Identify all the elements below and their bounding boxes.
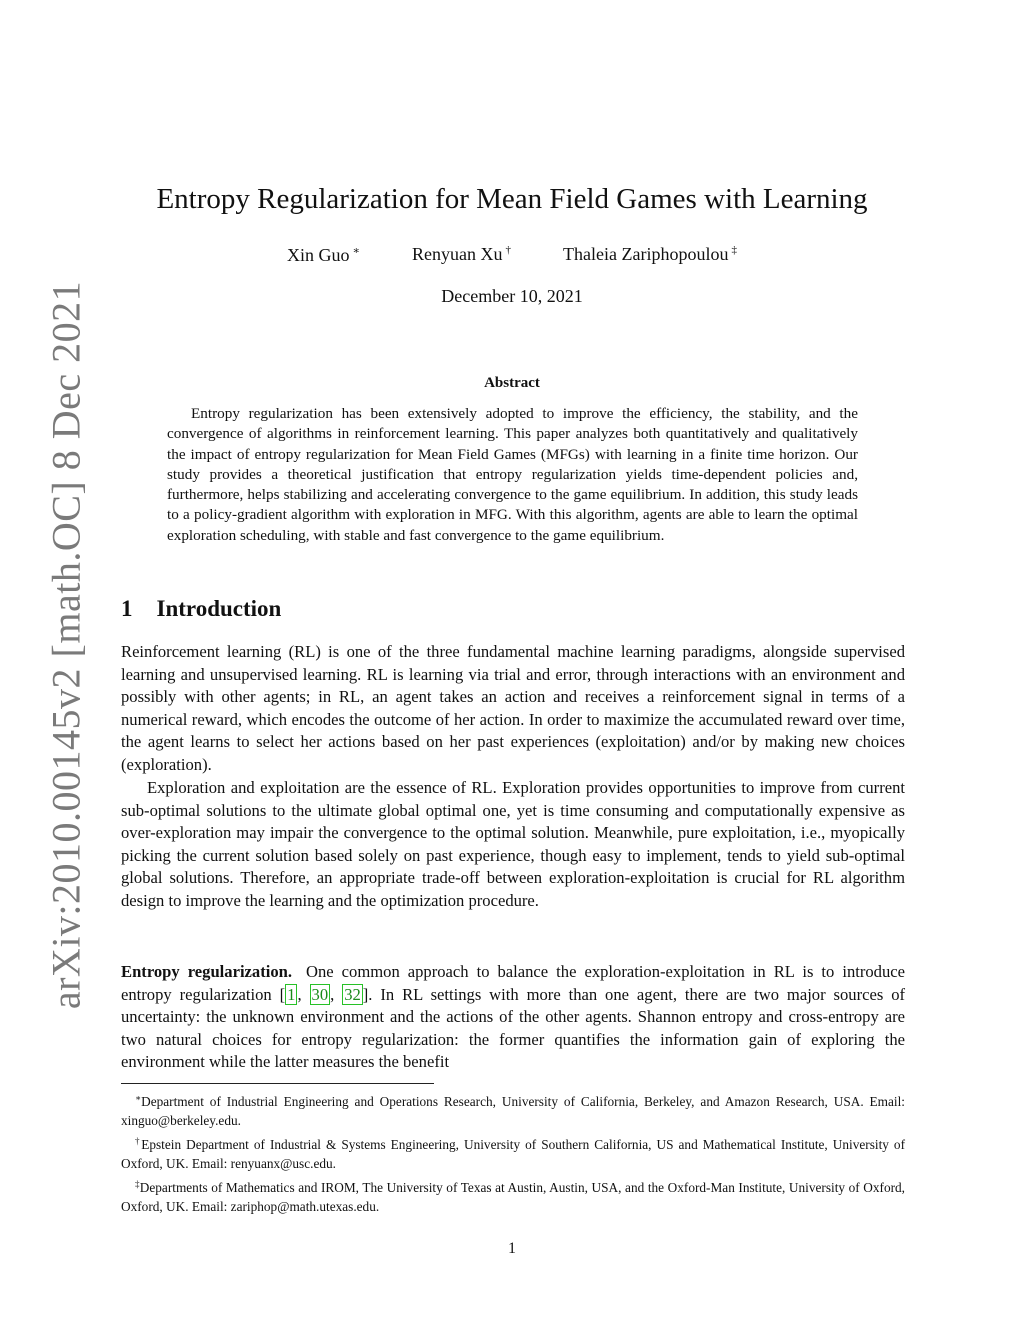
citation-link[interactable]: 30 xyxy=(311,984,329,1004)
footnote xyxy=(121,1089,905,1130)
footnote-mark: ∗ xyxy=(135,1093,142,1103)
footnote-mark: † xyxy=(135,1136,142,1147)
arxiv-stamp: arXiv:2010.00145v2 [math.OC] 8 Dec 2021 xyxy=(43,280,89,1010)
footnote-mark: ‡ xyxy=(135,1179,140,1190)
paper-date: December 10, 2021 xyxy=(441,286,583,306)
paragraph-1: Reinforcement learning (RL) is one of the three fundamental machine learning paradigms, alongside supervised learning and unsupervised learning. RL is learning via trial and error, through interactions with an environment and possibly with other agents; in RL, an agent takes an action and receives a reinforcement signal in terms of a numerical reward, which encodes the outcome of her action. In order to maximize the accumulated reward over time, the agent learns to select her actions based on her past experiences (exploitation) and/or by making new choices (exploration). xyxy=(121,642,905,774)
author-name: Thaleia Zariphopoulou xyxy=(563,244,729,264)
paragraph-run-in-heading: Entropy regularization. xyxy=(121,962,293,981)
footnote-text: Departments of Mathematics and IROM, The University of Texas at Austin, Austin, USA, and the Oxford-Man Institute, University of Oxford, Oxford, UK. Email: zariphop@math.utexas.edu. xyxy=(121,1180,906,1214)
footnotes xyxy=(121,1089,905,1219)
citation-link[interactable]: 32 xyxy=(344,984,361,1004)
paragraph-3-text-b: ]. In RL settings with more than one agent, there are two major sources of uncertainty: the unknown environment and the actions of the other agents. Shannon entropy and cross-entropy are two natural choices for entropy regularization: the former quantifies the information gain of exploring the environment while the latter measures the benefit xyxy=(121,984,906,1072)
abstract-text: Entropy regularization has been extensively adopted to improve the efficiency, the stability, and the convergence of algorithms in reinforcement learning. This paper analyzes both quantitatively and qualitatively the impact of entropy regularization for Mean Field Games (MFGs) with learning in a finite time horizon. Our study provides a theoretical justification that entropy regularization yields time-dependent policies and, furthermore, helps stabilizing and accelerating convergence to the game equilibrium. In addition, this study leads to a policy-gradient algorithm with exploration in MFG. With this algorithm, agents are able to learn the optimal exploration scheduling, with stable and fast convergence to the game equilibrium. xyxy=(167,405,858,544)
author-3 xyxy=(563,244,737,266)
author-name: Renyuan Xu xyxy=(412,244,503,264)
citation-link[interactable]: 1 xyxy=(287,984,296,1004)
author-1 xyxy=(287,244,360,266)
page-number: 1 xyxy=(508,1240,516,1257)
citation-separator: , xyxy=(330,984,343,1004)
abstract-heading: Abstract xyxy=(484,375,540,391)
footnote-text: Epstein Department of Industrial & Systems Engineering, University of Southern California, US and Mathematical Institute, University of Oxford, UK. Email: renyuanx@usc.edu. xyxy=(121,1137,906,1171)
section-number: 1 xyxy=(121,596,133,621)
footnote-text: Department of Industrial Engineering and Operations Research, University of California, Berkeley, and Amazon Research, USA. Email: xinguo@berkeley.edu. xyxy=(121,1094,905,1128)
footnote-rule xyxy=(121,1083,434,1084)
paper-title: Entropy Regularization for Mean Field Games with Learning xyxy=(156,183,868,215)
section-heading xyxy=(121,596,281,622)
author-footnote-mark[interactable]: ∗ xyxy=(352,245,361,257)
author-list xyxy=(0,244,1024,266)
author-2 xyxy=(412,244,511,266)
author-footnote-mark[interactable]: † xyxy=(505,244,511,256)
footnote xyxy=(121,1175,905,1216)
section-title: Introduction xyxy=(156,596,282,621)
footnote xyxy=(121,1132,905,1173)
paragraph-3-text-a: One common approach to balance the exploration-exploitation in RL is to introduce entropy regularization [ xyxy=(121,962,905,1004)
paragraph-3 xyxy=(121,961,905,1074)
author-name: Xin Guo xyxy=(287,245,350,265)
citation-separator: , xyxy=(297,984,310,1004)
author-footnote-mark[interactable]: ‡ xyxy=(731,244,737,256)
paragraph-2: Exploration and exploitation are the essence of RL. Exploration provides opportunities to improve from current sub-optimal solutions to the ultimate global optimal one, yet is time consuming and computationally expensive as over-exploration may impair the convergence to the optimal solution. Meanwhile, pure exploitation, i.e., myopically picking the current solution based solely on past experience, though easy to implement, tends to yield sub-optimal global solutions. Therefore, an appropriate trade-off between exploration-exploitation is crucial for RL algorithm design to improve the learning and the optimization procedure. xyxy=(121,778,905,910)
